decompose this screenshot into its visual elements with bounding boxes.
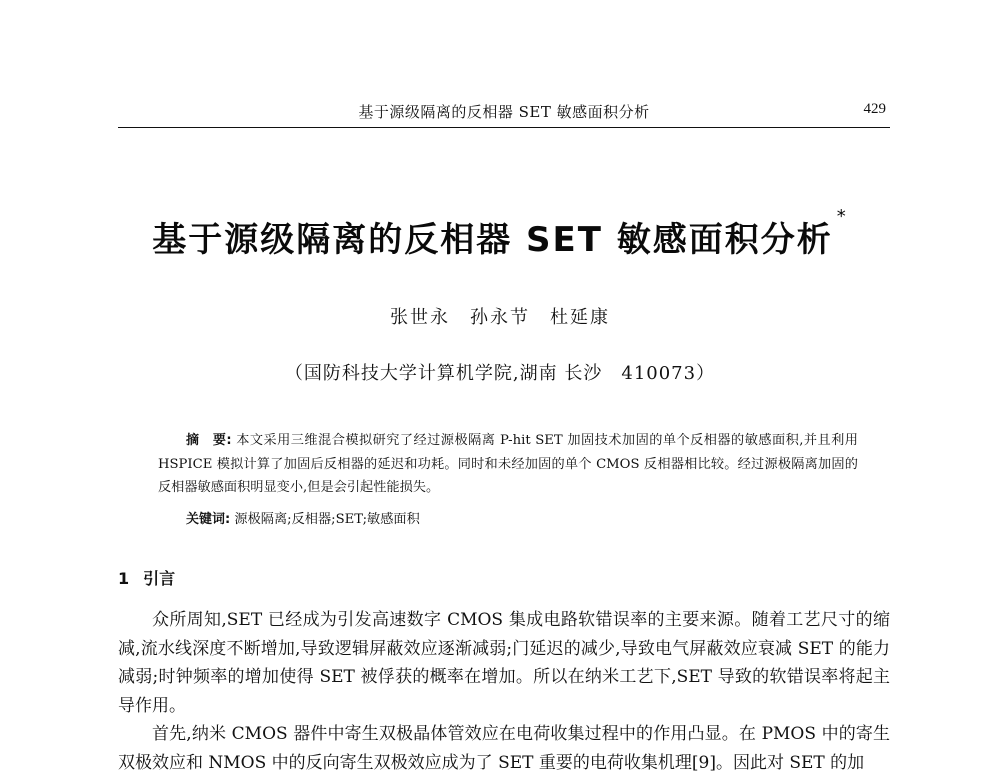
paper-title-text: 基于源级隔离的反相器 SET 敏感面积分析	[152, 220, 833, 260]
running-title: 基于源级隔离的反相器 SET 敏感面积分析	[358, 103, 650, 121]
page-number: 429	[863, 101, 886, 117]
title-footnote-mark: *	[836, 206, 848, 227]
authors: 张世永 孙永节 杜延康	[390, 307, 610, 328]
section-heading	[118, 566, 175, 589]
abstract-text: 本文采用三维混合模拟研究了经过源极隔离 P-hit SET 加固技术加固的单个反相器的敏感面积,并且利用 HSPICE 模拟计算了加固后反相器的延迟和功耗。同时和未经加固的单个 CMOS 反相器相比较。经过源极隔离加固的反相器敏感面积明显变小,但是会引起性能损失。	[158, 433, 858, 495]
affiliation: （国防科技大学计算机学院,湖南 长沙 410073）	[284, 363, 716, 384]
keywords	[186, 508, 420, 527]
body-paragraph-1: 众所周知,SET 已经成为引发高速数字 CMOS 集成电路软错误率的主要来源。随着工艺尺寸的缩减,流水线深度不断增加,导致逻辑屏蔽效应逐渐减弱;门延迟的减少,导致电气屏蔽效应衰减 SET 的能力减弱;时钟频率的增加使得 SET 被俘获的概率在增加。所以在纳米工艺下,SET 导致的软错误率将起主导作用。	[118, 610, 890, 716]
section-number: 1	[118, 569, 130, 588]
abstract-label: 摘 要:	[186, 433, 232, 448]
section-title: 引言	[143, 569, 176, 588]
running-header	[118, 99, 890, 128]
keywords-text: 源极隔离;反相器;SET;敏感面积	[234, 512, 420, 527]
body-text	[118, 606, 890, 777]
body-paragraph-2: 首先,纳米 CMOS 器件中寄生双极晶体管效应在电荷收集过程中的作用凸显。在 PMOS 中的寄生双极效应和 NMOS 中的反向寄生双极效应成为了 SET 重要的电荷收集机理[9]。因此对 SET 的加	[118, 724, 890, 773]
keywords-label: 关键词:	[186, 512, 231, 527]
paper-title	[0, 206, 1000, 261]
abstract	[158, 429, 858, 500]
